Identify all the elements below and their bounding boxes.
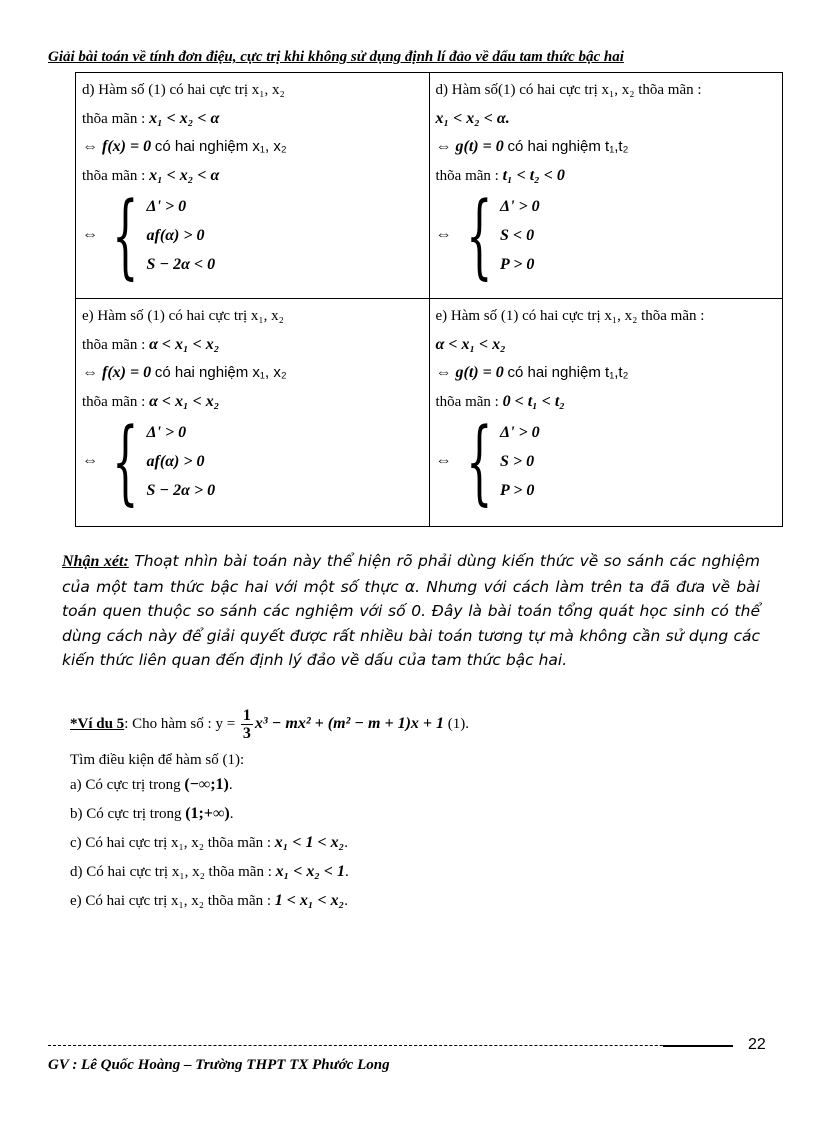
cell-line: ⇔ f(x) = 0 có hai nghiệm x₁, x₂	[82, 138, 287, 155]
cell-d-right	[429, 73, 783, 299]
list-item: c) Có hai cực trị x₁, x₂ thõa mãn : x₁ < 1 < x₂.	[70, 834, 348, 851]
page-header: Giải bài toán về tính đơn điệu, cực trị khi không sử dụng định lí đảo về dấu tam thức bậc hai	[48, 49, 624, 65]
cell-line: α < x₁ < x₂	[435, 335, 506, 353]
cell-line: thõa mãn : x₁ < x₂ < α	[82, 109, 220, 127]
condition-system: ⇔ { Δ' > 0 S < 0 P > 0	[435, 181, 540, 289]
cell-line: thõa mãn : t₁ < t₂ < 0	[435, 166, 565, 184]
cell-line: thõa mãn : α < x₁ < x₂	[82, 335, 220, 353]
cell-line: ⇔ g(t) = 0 có hai nghiệm t₁,t₂	[435, 364, 629, 381]
remark-paragraph	[62, 549, 760, 673]
cell-line: ⇔ f(x) = 0 có hai nghiệm x₁, x₂	[82, 364, 287, 381]
footer-divider	[48, 1045, 733, 1046]
condition-system: ⇔ { Δ' > 0 af(α) > 0 S − 2α > 0	[82, 407, 216, 515]
brace-icon: {	[465, 407, 492, 515]
brace-icon: {	[465, 181, 492, 289]
list-item: e) Có hai cực trị x₁, x₂ thõa mãn : 1 < x₁ < x₂.	[70, 892, 348, 909]
list-item: b) Có cực trị trong (1;+∞).	[70, 805, 234, 822]
cell-line: thõa mãn : 0 < t₁ < t₂	[435, 392, 565, 410]
brace-icon: {	[112, 407, 139, 515]
page-number: 22	[748, 1036, 766, 1053]
brace-icon: {	[112, 181, 139, 289]
example-statement: *Ví du 5: Cho hàm số : y = $\frac{1}{3}$ x³ − mx² + (m² − m + 1)x + 1 (1).	[70, 707, 470, 742]
cell-line: d) Hàm số (1) có hai cực trị x₁, x₂	[82, 82, 285, 98]
fraction: $\frac{1}{3}$	[242, 707, 251, 742]
cell-e-right	[429, 299, 783, 527]
table-row-e	[76, 299, 783, 527]
cell-line: thõa mãn : α < x₁ < x₂	[82, 392, 220, 410]
example-label: *Ví du 5	[70, 715, 125, 732]
footer-author: GV : Lê Quốc Hoàng – Trường THPT TX Phước Long	[48, 1057, 390, 1073]
remark-text: Thoạt nhìn bài toán này thể hiện rõ phải dùng kiến thức về so sánh các nghiệm của một tam thức bậc hai với một số thực α. Nhưng với cách làm trên ta đã đưa về bài toán quen thuộc so sánh các nghiệm với số 0. Đây là bài toán tổng quát học sinh có thể dùng cách này để giải quyết được rất nhiều bài toán tương tự mà không cần sử dụng các kiến thức liên quan đến định lý đảo về dấu của tam thức bậc hai.	[62, 552, 760, 669]
cell-line: x₁ < x₂ < α.	[435, 109, 510, 127]
list-item: a) Có cực trị trong (−∞;1).	[70, 776, 233, 793]
cell-line: e) Hàm số (1) có hai cực trị x₁, x₂	[82, 308, 284, 324]
cell-line: d) Hàm số(1) có hai cực trị x₁, x₂ thõa mãn :	[435, 82, 702, 98]
cell-line: thõa mãn : x₁ < x₂ < α	[82, 166, 220, 184]
example-task: Tìm điều kiện để hàm số (1):	[70, 752, 245, 768]
comparison-table	[75, 72, 783, 527]
cell-e-left	[76, 299, 430, 527]
condition-system: ⇔ { Δ' > 0 af(α) > 0 S − 2α < 0	[82, 181, 216, 289]
cell-line: e) Hàm số (1) có hai cực trị x₁, x₂ thõa mãn :	[435, 308, 705, 324]
table-row-d	[76, 73, 783, 299]
cell-d-left	[76, 73, 430, 299]
list-item: d) Có hai cực trị x₁, x₂ thõa mãn : x₁ < x₂ < 1.	[70, 863, 349, 880]
cell-line: ⇔ g(t) = 0 có hai nghiệm t₁,t₂	[435, 138, 629, 155]
condition-system: ⇔ { Δ' > 0 S > 0 P > 0	[435, 407, 540, 515]
remark-label: Nhận xét:	[62, 553, 129, 570]
